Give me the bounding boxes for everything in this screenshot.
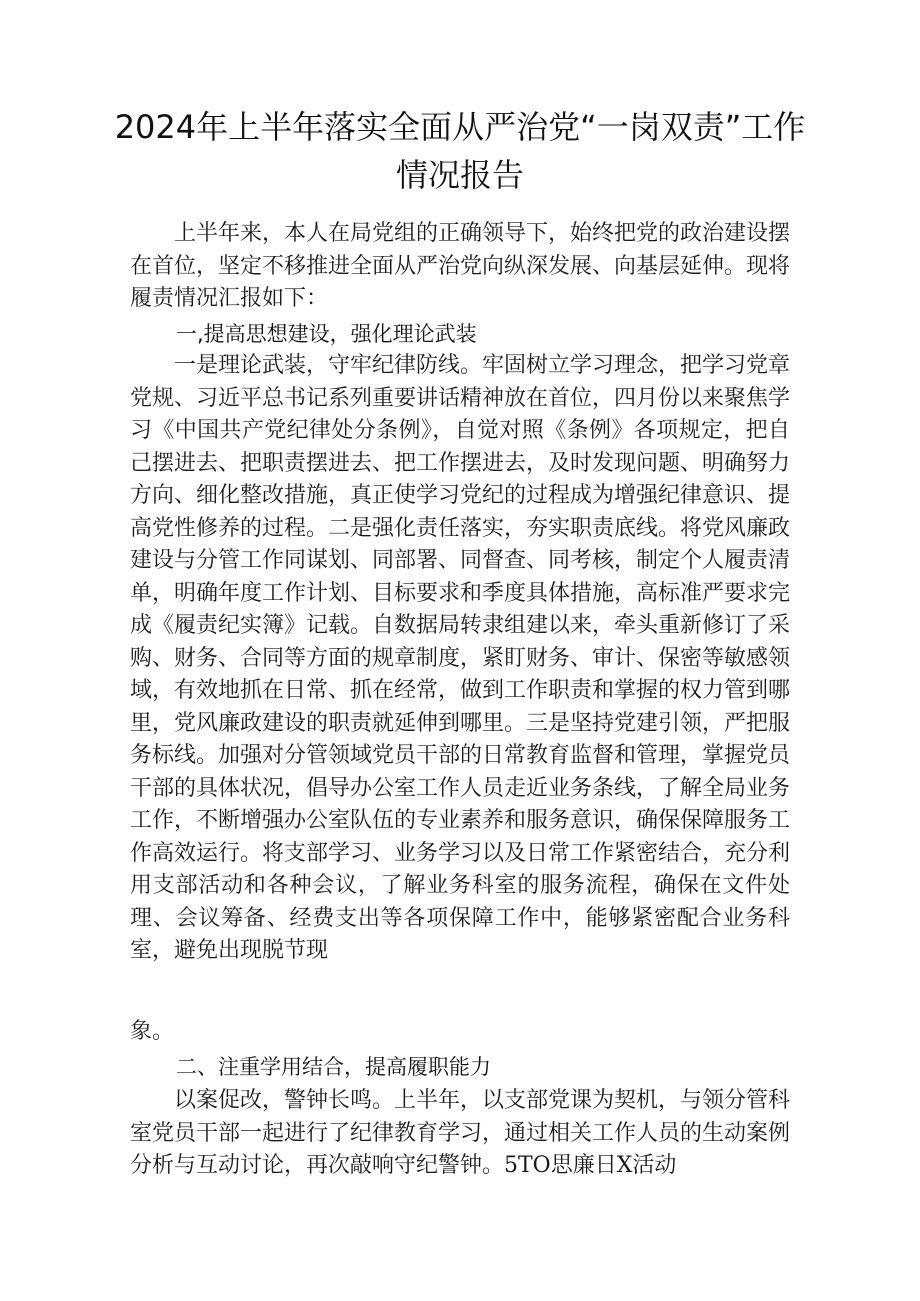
document-title: 2024年上半年落实全面从严治党“一岗双责”工作情况报告 <box>114 108 806 194</box>
section-1-paragraph: 一是理论武装，守牢纪律防线。牢固树立学习理念，把学习党章党规、习近平总书记系列重要讲话精神放在首位，四月份以来聚焦学习《中国共产党纪律处分条例》，自觉对照《条例》各项规定，把自己摆进去、把职责摆进去、把工作摆进去，及时发现问题、明确努力方向、细化整改措施，真正使学习党纪的过程成为增强纪律意识、提高党性修养的过程。二是强化责任落实，夯实职责底线。将党风廉政建设与分管工作同谋划、同部署、同督查、同考核，制定个人履责清单，明确年度工作计划、目标要求和季度具体措施，高标准严要求完成《履责纪实簿》记载。自数据局转隶组建以来，牵头重新修订了采购、财务、合同等方面的规章制度，紧盯财务、审计、保密等敏感领域，有效地抓在日常、抓在经常，做到工作职责和掌握的权力管到哪里，党风廉政建设的职责就延伸到哪里。三是坚持党建引领，严把服务标线。加强对分管领域党员干部的日常教育监督和管理，掌握党员干部的具体状况，倡导办公室工作人员走近业务条线，了解全局业务工作，不断增强办公室队伍的专业素养和服务意识，确保保障服务工作高效运行。将支部学习、业务学习以及日常工作紧密结合，充分利用支部活动和各种会议，了解业务科室的服务流程，确保在文件处理、会议筹备、经费支出等各项保障工作中，能够紧密配合业务科室，避免出现脱节现 <box>130 353 791 963</box>
section-2-paragraph: 以案促改，警钟长鸣。上半年，以支部党课为契机，与领分管科室党员干部一起进行了纪律教育学习，通过相关工作人员的生动案例分析与互动讨论，再次敲响守纪警钟。5TO思廉日X活动 <box>130 1088 791 1178</box>
intro-paragraph: 上半年来，本人在局党组的正确领导下，始终把党的政治建设摆在首位，坚定不移推进全面从严治党向纵深发展、向基层延伸。现将履责情况汇报如下： <box>130 221 791 311</box>
section-1-continuation: 象。 <box>130 1019 175 1044</box>
section-1-heading: 一,提高思想建设，强化理论武装 <box>176 322 477 346</box>
section-2-heading: 二、注重学用结合，提高履职能力 <box>176 1055 491 1079</box>
